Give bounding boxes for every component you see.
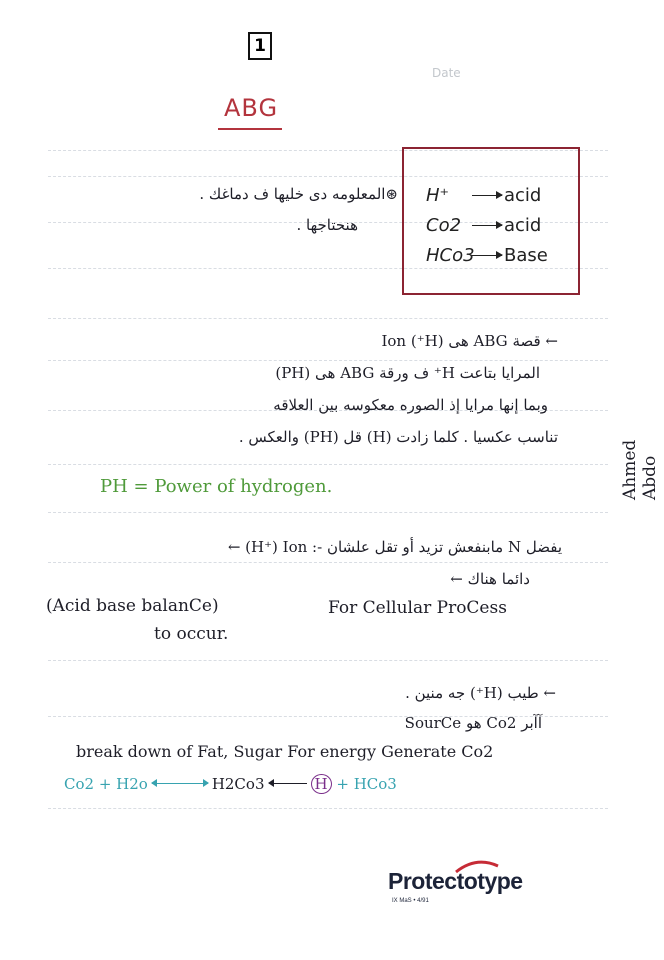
page-title: ABG — [224, 94, 279, 122]
where-h-line: ← طيب (H⁺) جه منين . — [405, 684, 556, 702]
mirror-line-2: وبما إنها مرايا إذ الصوره معكوسه بين العلاقه — [273, 396, 548, 414]
date-label: Date — [432, 66, 461, 80]
ruled-line — [48, 808, 608, 809]
ruled-line — [48, 562, 608, 563]
title-underline — [218, 128, 282, 130]
ruled-line — [48, 360, 608, 361]
eq-h2co3: H2Co3 — [211, 775, 265, 793]
story-heading: ← قصة ABG هى (H⁺) Ion — [381, 332, 558, 350]
author-signature: Ahmed Abdo — [620, 439, 660, 500]
box-lhs: HCo3 — [426, 245, 475, 266]
equation-line — [64, 774, 397, 794]
brand-logo-subtitle: IX MaS • 4/91 — [392, 898, 429, 904]
box-row-hco3 — [426, 245, 548, 266]
left-arrow-icon — [269, 783, 307, 784]
right-arrow-icon — [472, 195, 502, 196]
ion-line-1: ← (H⁺) Ion :- مابنفعش تزيد أو تقل علشان N يفضل — [227, 538, 562, 556]
eq-hco3: + HCo3 — [336, 775, 397, 793]
equilibrium-arrow-icon — [152, 783, 208, 784]
box-rhs: acid — [504, 215, 542, 236]
mirror-line-3: تناسب عكسيا . كلما زادت (H) قل (PH) والعكس . — [238, 428, 558, 446]
brand-logo: Protectotype — [388, 868, 523, 894]
box-lhs: Co2 — [426, 215, 462, 236]
ruled-line — [48, 464, 608, 465]
ruled-line — [48, 512, 608, 513]
box-rhs: Base — [504, 245, 548, 266]
eq-co2-h2o: Co2 + H2o — [64, 775, 148, 793]
breakdown-line: break down of Fat, Sugar For energy Generate Co2 — [76, 742, 494, 761]
box-lhs: H⁺ — [426, 185, 450, 206]
ruled-line — [48, 318, 608, 319]
eq-h-circled: H — [311, 774, 332, 794]
right-arrow-icon — [472, 255, 502, 256]
acid-base-balance: (Acid base balanCe) — [46, 596, 219, 616]
ph-definition: PH = Power of hydrogen. — [100, 476, 333, 497]
acid-base-box — [402, 147, 580, 295]
box-row-h — [426, 185, 541, 206]
intro-note-line2: هنحتاجها . — [296, 216, 358, 234]
intro-note-line1: ⊛المعلومه دى خليها ف دماغك . — [199, 185, 398, 203]
ion-line-2: دائما هناك ← — [450, 570, 530, 588]
box-row-co2 — [426, 215, 541, 236]
box-rhs: acid — [504, 185, 542, 206]
to-occur: to occur. — [154, 624, 229, 644]
page-number: 1 — [248, 32, 272, 60]
cellular-process: For Cellular ProCess — [328, 598, 507, 618]
co2-source-line: آآبر Co2 هو SourCe — [404, 714, 542, 732]
ruled-line — [48, 660, 608, 661]
mirror-line-1: المرايا بتاعت H⁺ ف ورقة ABG هى (PH) — [275, 364, 540, 382]
right-arrow-icon — [472, 225, 502, 226]
